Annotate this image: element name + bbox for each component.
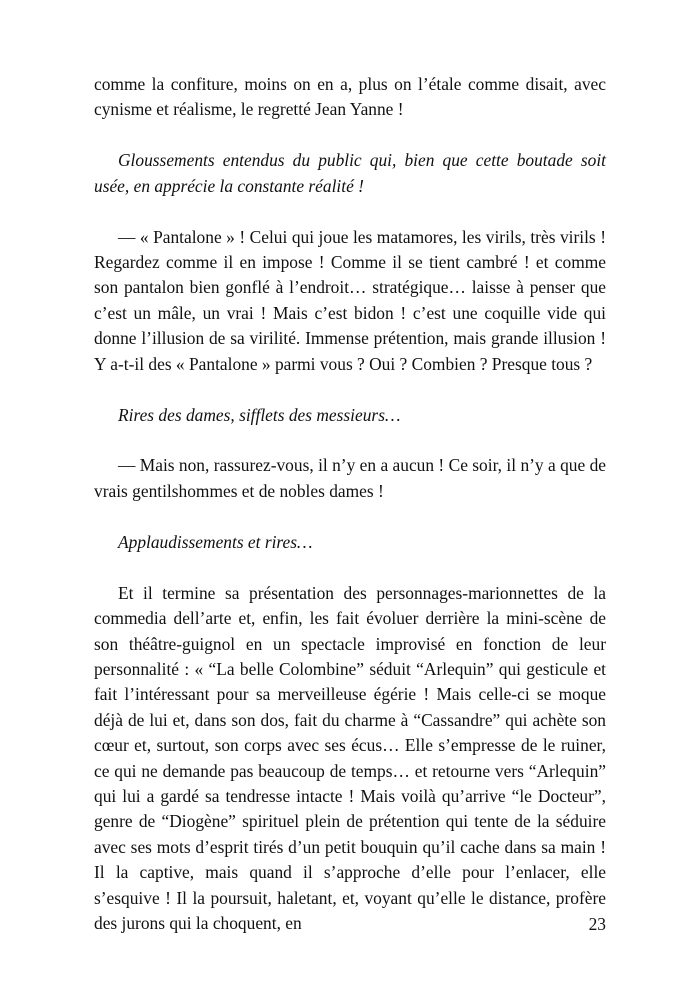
paragraph-pantalone-dialogue: — « Pantalone » ! Celui qui joue les matamores, les virils, très virils ! Regardez comme il en impose ! Comme il se tient cambré ! et comme son pantalon bien gonflé à l’endroit… stratégique… laisse à penser que c’est un mâle, un vrai ! Mais c’est bidon ! c’est une coquille vide qui donne l’illusion de sa virilité. Immense prétention, mais grande illusion ! Y a-t-il des « Pantalone » parmi vous ? Oui ? Combien ? Presque tous ? <box>94 226 606 374</box>
page-number: 23 <box>588 914 606 934</box>
stage-direction-laughter: Rires des dames, sifflets des messieurs… <box>118 404 401 425</box>
book-page-body <box>94 72 606 936</box>
paragraph-continuation: comme la confiture, moins on en a, plus on l’étale comme disait, avec cynisme et réalisme, le regretté Jean Yanne ! <box>94 74 606 120</box>
stage-direction-applause: Applaudissements et rires… <box>118 531 313 552</box>
paragraph-reassurance-dialogue: — Mais non, rassurez-vous, il n’y en a aucun ! Ce soir, il n’y a que de vrais gentilshommes et de nobles dames ! <box>94 455 606 501</box>
paragraph-narration-puppet-show: Et il termine sa présentation des personnages-marionnettes de la commedia dell’arte et, enfin, les fait évoluer derrière la mini-scène de son théâtre-guignol en un spectacle improvisé en fonction de leur personnalité : « “La belle Colombine” séduit “Arlequin” qui gesticule et fait l’intéressant pour sa merveilleuse égérie ! Mais celle-ci se moque déjà de lui et, dans son dos, fait du charme à “Cassandre” qui achète son cœur et, surtout, son corps avec ses écus… Elle s’empresse de le ruiner, ce qui ne demande pas beaucoup de temps… et retourne vers “Arlequin” qui lui a gardé sa tendresse intacte ! Mais voilà qu’arrive “le Docteur”, genre de “Diogène” spirituel plein de prétention qui tente de la séduire avec ses mots d’esprit tirés d’un petit bouquin qu’il cache dans sa main ! Il la captive, mais quand il s’approche d’elle pour l’enlacer, elle s’esquive ! Il la poursuit, haletant, et, voyant qu’elle le distance, profère des jurons qui la choquent, en <box>94 582 606 933</box>
stage-direction-public-reaction: Gloussements entendus du public qui, bien que cette boutade soit usée, en apprécie la constante réalité ! <box>94 150 606 196</box>
